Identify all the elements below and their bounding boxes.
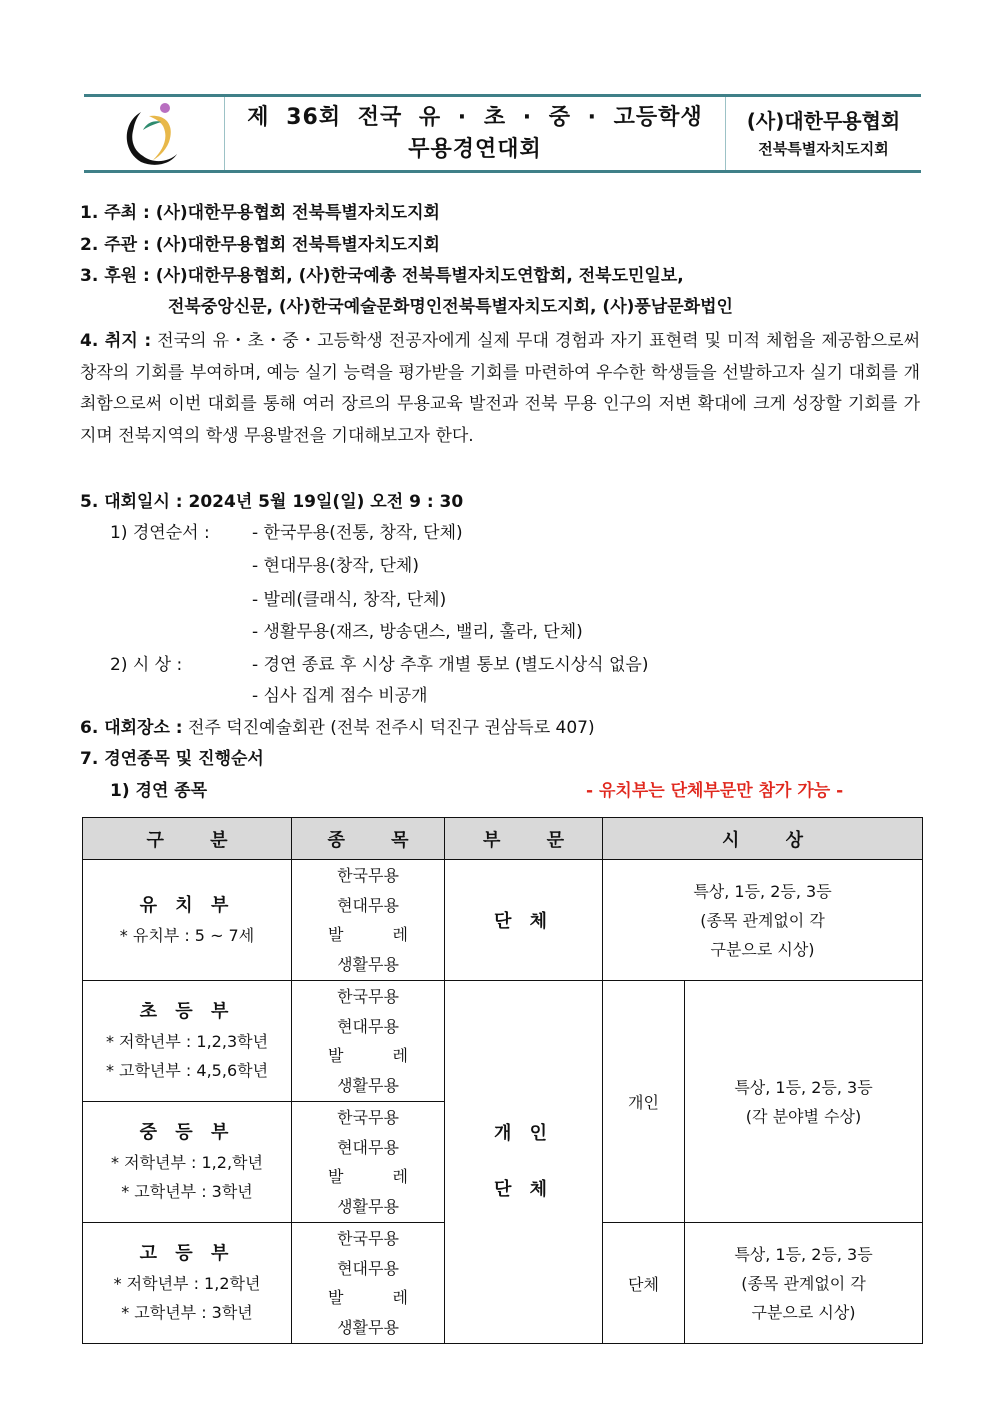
order-label: 1) 경연순서 : [110, 523, 210, 543]
header-banner [84, 94, 921, 173]
order-item: - 생활무용(재즈, 방송댄스, 밸리, 훌라, 단체) [252, 622, 583, 642]
award-line: 구분으로 시상) [751, 1302, 856, 1322]
header-category: 구 분 [83, 818, 292, 860]
section-events: 7. 경연종목 및 진행순서 [80, 749, 264, 769]
event-item: 한국무용 [337, 1108, 399, 1127]
header-event: 종 목 [292, 818, 445, 860]
section-sponsor-text-2: 전북중앙신문, (사)한국예술문화명인전북특별자치도지회, (사)풍남문화법인 [168, 297, 733, 317]
section-organizer-label: 2. 주관 : [80, 235, 150, 255]
section-venue-label: 6. 대회장소 : [80, 718, 183, 738]
award-label: 2) 시 상 : [110, 655, 183, 675]
award-line: (각 분야별 수상) [745, 1106, 862, 1126]
group-cell [83, 1102, 292, 1223]
group-note: * 유치부 : 5 ~ 7세 [119, 925, 255, 945]
group-name: 유 치 부 [139, 894, 235, 916]
group-cell [83, 860, 292, 981]
section-sponsor-label: 3. 후원 : [80, 266, 150, 286]
group-cell [83, 1223, 292, 1344]
organizer-branch: 전북특별자치도지회 [758, 139, 889, 158]
award-type-individual: 개인 [603, 981, 685, 1223]
event-item: 생활무용 [337, 954, 399, 974]
section-host-text: (사)대한무용협회 전북특별자치도지회 [155, 203, 440, 223]
section-host-label: 1. 주최 : [80, 203, 150, 223]
section-organizer-text: (사)대한무용협회 전북특별자치도지회 [155, 235, 440, 255]
kindergarten-notice: - 유치부는 단체부문만 참가 가능 - [586, 781, 844, 801]
table-header-row [83, 818, 923, 860]
award-line: 특상, 1등, 2등, 3등 [734, 1244, 873, 1264]
group-name: 초 등 부 [139, 1001, 235, 1022]
event-item: 발 레 [328, 1046, 408, 1065]
section-host [80, 203, 440, 223]
event-item: 발 레 [328, 1288, 408, 1307]
division-cell: 단 체 [445, 860, 603, 981]
section-purpose-text: 전국의 유・초・중・고등학생 전공자에게 실제 무대 경험과 자기 표현력 및 미적 체험을 제공함으로써 창작의 기회를 부여하며, 예능 실기 능력을 평가받을 기회를 마련하여 우수한 학생들을 선발하고자 실기 대회를 개최함으로써 이번 대회를 통해 여러 장르의 무용교육 발전과 전북 무용 인구의 저변 확대에 크게 성장할 기회를 가지며 전북지역의 학생 무용발전을 기대해보고자 한다. [80, 331, 921, 446]
group-cell [83, 981, 292, 1102]
event-item: 생활무용 [337, 1196, 399, 1216]
event-item: 한국무용 [337, 866, 399, 885]
group-note: * 고학년부 : 3학년 [121, 1182, 253, 1201]
section-venue [80, 718, 595, 738]
event-item: 현대무용 [337, 895, 399, 915]
award-item: - 경연 종료 후 시상 추후 개별 통보 (별도시상식 없음) [252, 655, 649, 675]
section-date: 5. 대회일시 : 2024년 5월 19일(일) 오전 9 : 30 [80, 492, 464, 512]
award-line: 구분으로 시상) [710, 939, 815, 959]
section-sponsor [80, 266, 684, 286]
award-item: - 심사 집계 점수 비공개 [252, 686, 428, 706]
event-list [292, 860, 445, 981]
organizer-block [726, 97, 921, 170]
award-line: (종목 관계없이 각 [741, 1273, 866, 1293]
division-cell [445, 981, 603, 1344]
division-individual: 개 인 [493, 1123, 554, 1144]
event-item: 생활무용 [337, 1317, 399, 1337]
event-item: 한국무용 [337, 1229, 399, 1248]
group-note: * 고학년부 : 4,5,6학년 [105, 1061, 269, 1080]
events-sub-label: 1) 경연 종목 [110, 781, 208, 801]
logo-cell [84, 97, 225, 170]
header-division: 부 문 [445, 818, 603, 860]
award-cell [685, 1223, 923, 1344]
order-item: - 현대무용(창작, 단체) [252, 556, 419, 576]
event-item: 현대무용 [337, 1258, 399, 1278]
table-row [83, 860, 923, 981]
section-organizer [80, 235, 440, 255]
section-venue-text: 전주 덕진예술회관 (전북 전주시 덕진구 권삼득로 407) [188, 718, 595, 738]
event-item: 발 레 [328, 925, 408, 944]
section-sponsor-text-1: (사)대한무용협회, (사)한국예총 전북특별자치도연합회, 전북도민일보, [155, 266, 684, 286]
event-item: 발 레 [328, 1167, 408, 1186]
award-line: (종목 관계없이 각 [700, 910, 825, 930]
division-group: 단 체 [493, 1179, 554, 1200]
table-row [83, 981, 923, 1102]
group-note: * 저학년부 : 1,2,학년 [111, 1153, 263, 1172]
order-item: - 한국무용(전통, 창작, 단체) [252, 523, 463, 543]
event-item: 생활무용 [337, 1075, 399, 1095]
group-note: * 저학년부 : 1,2,3학년 [105, 1032, 269, 1051]
event-list [292, 1223, 445, 1344]
group-note: * 고학년부 : 3학년 [121, 1303, 253, 1322]
award-cell [603, 860, 923, 981]
award-line: 특상, 1등, 2등, 3등 [693, 881, 832, 901]
organizer-name: (사)대한무용협회 [746, 108, 901, 133]
group-name: 중 등 부 [139, 1122, 235, 1143]
event-list [292, 981, 445, 1102]
event-item: 현대무용 [337, 1137, 399, 1157]
award-line: 특상, 1등, 2등, 3등 [734, 1077, 873, 1097]
group-name: 고 등 부 [139, 1243, 235, 1264]
title-line-2: 무용경연대회 [408, 136, 542, 162]
order-item: - 발레(클래식, 창작, 단체) [252, 590, 447, 610]
group-note: * 저학년부 : 1,2학년 [113, 1274, 261, 1293]
award-cell [685, 981, 923, 1223]
event-list [292, 1102, 445, 1223]
section-purpose-label: 4. 취지 : [80, 331, 152, 351]
award-type-group: 단체 [603, 1223, 685, 1344]
title-line-1: 제 36회 전국 유 · 초 · 중 · 고등학생 [247, 104, 703, 130]
contest-title [225, 97, 726, 170]
events-table [82, 817, 923, 1344]
section-purpose [80, 326, 920, 452]
event-item: 한국무용 [337, 987, 399, 1006]
event-item: 현대무용 [337, 1016, 399, 1036]
association-logo-icon [119, 100, 189, 168]
header-awards: 시 상 [603, 818, 923, 860]
